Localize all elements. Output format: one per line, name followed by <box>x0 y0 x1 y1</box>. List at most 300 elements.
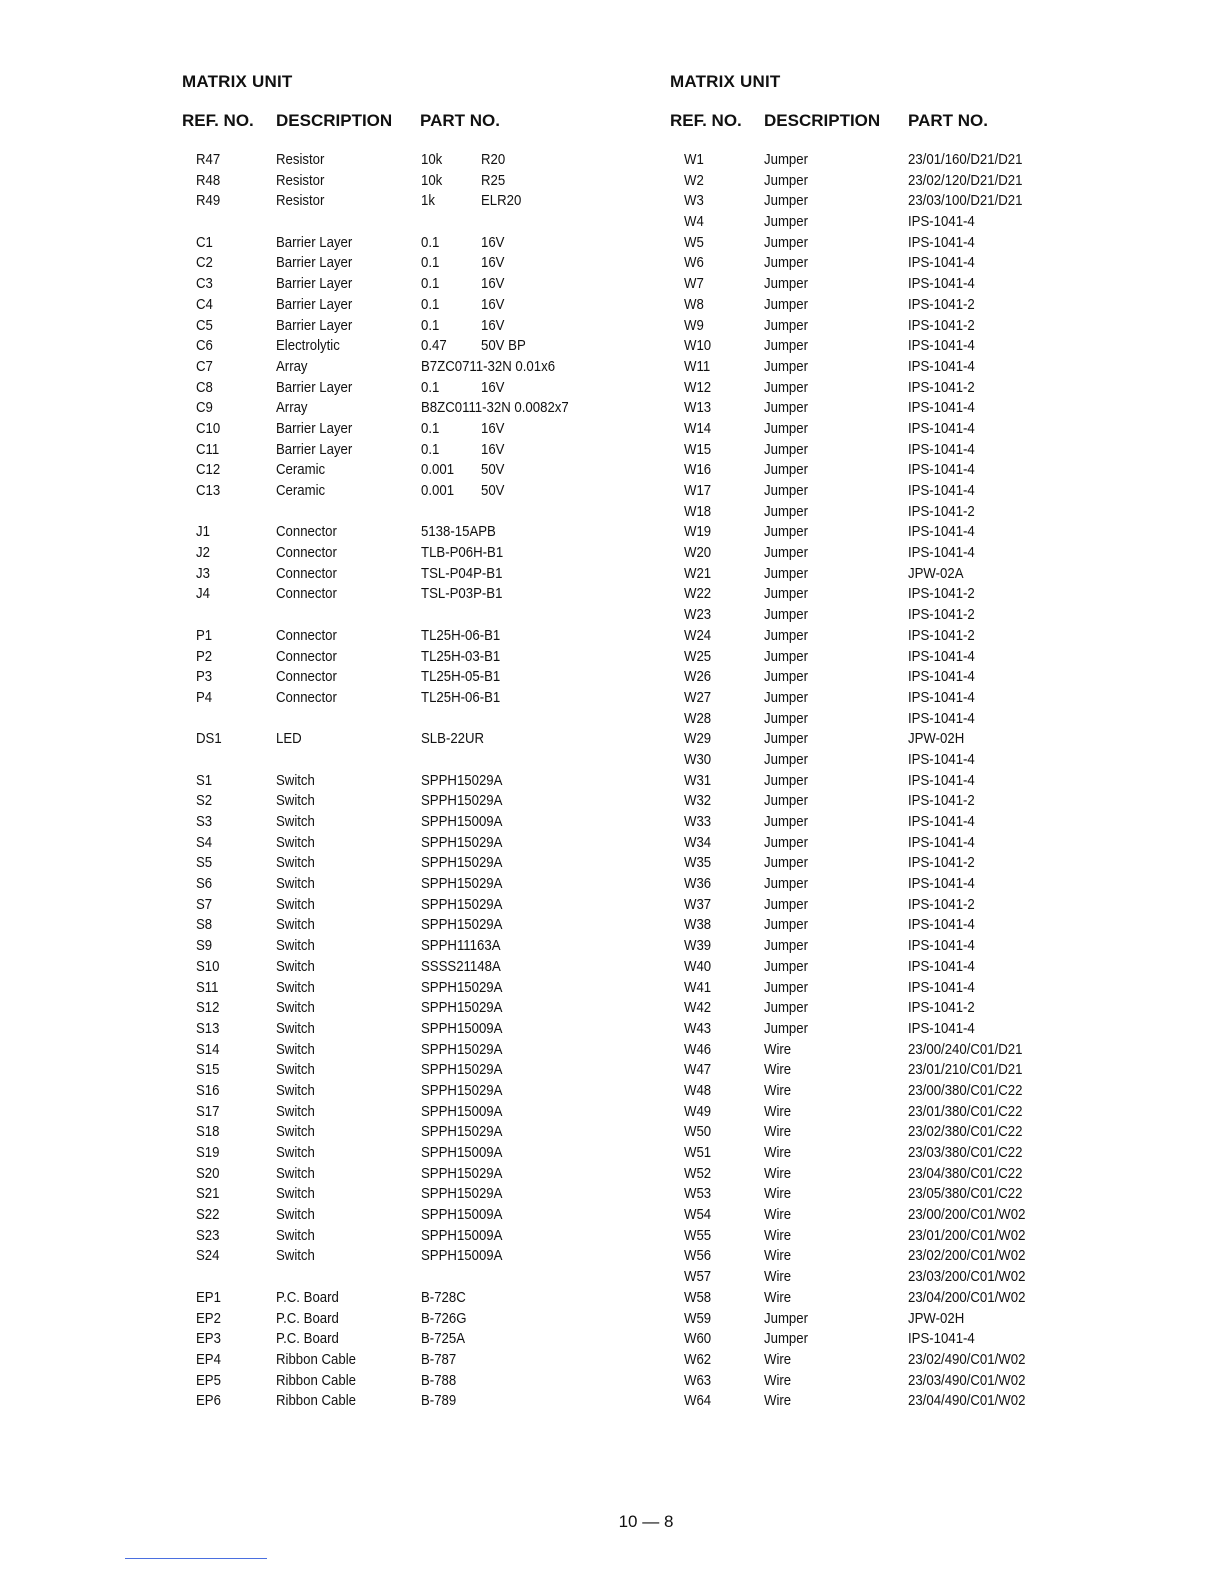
description: Wire <box>764 1144 792 1161</box>
table-row <box>182 1350 622 1371</box>
description: Connector <box>276 647 337 665</box>
right-unit-title: MATRIX UNIT <box>670 72 781 91</box>
ref-no: W50 <box>684 1123 712 1141</box>
part-no: IPS-1041-2 <box>908 585 975 603</box>
table-row <box>670 1309 1090 1330</box>
part-value: 0.001 <box>421 482 455 499</box>
ref-no: W63 <box>684 1371 712 1389</box>
table-row <box>670 978 1090 999</box>
table-row <box>670 1102 1090 1123</box>
description: Jumper <box>764 585 809 603</box>
description: Wire <box>764 1268 792 1286</box>
ref-no: S5 <box>196 854 213 872</box>
part-no: 23/00/380/C01/C22 <box>908 1081 1023 1099</box>
description: Switch <box>276 1081 315 1099</box>
part-value: SPPH15009A <box>421 1247 503 1265</box>
part-value: 0.1 <box>421 419 440 437</box>
part-value: SPPH15029A <box>421 1040 503 1058</box>
ref-no: R49 <box>196 192 221 210</box>
description: Jumper <box>764 978 809 996</box>
ref-no: J2 <box>196 544 210 562</box>
description: Jumper <box>764 833 809 851</box>
description: P.C. Board <box>276 1309 339 1327</box>
ref-no: S23 <box>196 1226 220 1244</box>
part-no: IPS-1041-2 <box>908 854 975 872</box>
description: Connector <box>276 668 337 686</box>
part-no: 23/03/380/C01/C22 <box>908 1144 1023 1161</box>
part-rating: 16V <box>481 275 505 293</box>
description: Jumper <box>764 771 809 789</box>
ref-no: J4 <box>196 585 210 603</box>
ref-no: C3 <box>196 275 213 293</box>
table-row <box>670 191 1090 212</box>
part-no: IPS-1041-4 <box>908 688 975 706</box>
table-row <box>182 1122 622 1143</box>
table-row <box>182 1060 622 1081</box>
table-row <box>670 274 1090 295</box>
table-row <box>182 419 622 440</box>
table-row <box>670 833 1090 854</box>
part-rating: 16V <box>481 440 505 458</box>
description: Jumper <box>764 564 809 582</box>
part-value: TL25H-06-B1 <box>421 688 501 706</box>
table-row <box>670 667 1090 688</box>
table-row <box>182 150 622 171</box>
description: Jumper <box>764 626 809 644</box>
part-value: SPPH15029A <box>421 792 503 810</box>
table-row <box>182 1164 622 1185</box>
ref-no: W41 <box>684 978 712 996</box>
description: Switch <box>276 813 315 830</box>
description: Barrier Layer <box>276 233 353 251</box>
part-value: SPPH15029A <box>421 895 503 913</box>
ref-no: W9 <box>684 316 704 334</box>
ref-no: W62 <box>684 1350 712 1368</box>
table-row <box>670 1267 1090 1288</box>
table-row <box>182 1309 622 1330</box>
ref-no: S3 <box>196 813 213 830</box>
description: Jumper <box>764 213 809 231</box>
part-no: IPS-1041-4 <box>908 275 975 293</box>
description: Jumper <box>764 668 809 686</box>
table-row <box>670 357 1090 378</box>
right-header-ref-no: REF. NO. <box>670 111 742 130</box>
part-no: 23/03/490/C01/W02 <box>908 1371 1026 1389</box>
table-row <box>670 936 1090 957</box>
part-rating: 16V <box>481 378 505 396</box>
description: Wire <box>764 1081 792 1099</box>
table-row <box>182 233 622 254</box>
table-row <box>670 1040 1090 1061</box>
part-value: B-788 <box>421 1371 457 1389</box>
part-value: TLB-P06H-B1 <box>421 544 504 562</box>
ref-no: W49 <box>684 1102 712 1120</box>
table-row <box>182 915 622 936</box>
ref-no: S14 <box>196 1040 220 1058</box>
part-value: SPPH15009A <box>421 1102 503 1120</box>
ref-no: C12 <box>196 461 221 479</box>
table-row <box>670 1371 1090 1392</box>
description: Jumper <box>764 606 809 624</box>
description: Jumper <box>764 316 809 334</box>
table-row <box>670 729 1090 750</box>
ref-no: J1 <box>196 523 210 541</box>
table-row <box>182 791 622 812</box>
description: Wire <box>764 1392 792 1410</box>
ref-no: S16 <box>196 1081 220 1099</box>
part-no: IPS-1041-4 <box>908 399 975 417</box>
ref-no: W59 <box>684 1309 712 1327</box>
table-row <box>670 957 1090 978</box>
description: Connector <box>276 585 337 603</box>
table-row <box>182 1184 622 1205</box>
part-value: 10k <box>421 151 443 168</box>
ref-no: W40 <box>684 957 712 975</box>
ref-no: C2 <box>196 254 213 272</box>
part-no: IPS-1041-4 <box>908 813 975 830</box>
description: Barrier Layer <box>276 295 353 313</box>
description: Switch <box>276 771 315 789</box>
ref-no: W12 <box>684 378 712 396</box>
description: Jumper <box>764 1309 809 1327</box>
table-row <box>670 150 1090 171</box>
part-value: B-787 <box>421 1350 457 1368</box>
description: Jumper <box>764 523 809 541</box>
description: Jumper <box>764 275 809 293</box>
description: Wire <box>764 1040 792 1058</box>
table-row <box>670 812 1090 833</box>
ref-no: W13 <box>684 399 712 417</box>
description: Ceramic <box>276 461 326 479</box>
description: Jumper <box>764 647 809 665</box>
left-unit-title: MATRIX UNIT <box>182 72 293 91</box>
ref-no: W19 <box>684 523 712 541</box>
ref-no: W34 <box>684 833 712 851</box>
part-no: 23/00/200/C01/W02 <box>908 1206 1026 1224</box>
description: Switch <box>276 978 315 996</box>
right-rows <box>670 150 1090 1412</box>
part-value: SPPH15029A <box>421 875 503 893</box>
ref-no: W58 <box>684 1288 712 1306</box>
table-row <box>670 750 1090 771</box>
ref-no: W15 <box>684 440 712 458</box>
table-row <box>670 791 1090 812</box>
description: Jumper <box>764 233 809 251</box>
description: LED <box>276 730 302 748</box>
part-no: 23/01/200/C01/W02 <box>908 1226 1026 1244</box>
ref-no: EP6 <box>196 1392 221 1410</box>
description: Jumper <box>764 357 809 375</box>
description: Jumper <box>764 482 809 499</box>
table-row <box>670 378 1090 399</box>
ref-no: W17 <box>684 482 712 499</box>
part-no: IPS-1041-2 <box>908 792 975 810</box>
ref-no: W28 <box>684 709 712 727</box>
ref-no: W64 <box>684 1392 712 1410</box>
description: Switch <box>276 937 315 955</box>
table-row <box>670 295 1090 316</box>
ref-no: W11 <box>684 357 711 375</box>
description: Switch <box>276 1247 315 1265</box>
table-row <box>670 1019 1090 1040</box>
ref-no: W2 <box>684 171 704 189</box>
ref-no: S7 <box>196 895 213 913</box>
part-no: IPS-1041-4 <box>908 647 975 665</box>
part-value: B-728C <box>421 1288 466 1306</box>
ref-no: S10 <box>196 957 220 975</box>
description: Barrier Layer <box>276 419 353 437</box>
ref-no: DS1 <box>196 730 222 748</box>
table-row <box>182 1081 622 1102</box>
ref-no: C8 <box>196 378 213 396</box>
ref-no: W16 <box>684 461 712 479</box>
part-no: 23/03/100/D21/D21 <box>908 192 1023 210</box>
ref-no: EP2 <box>196 1309 221 1327</box>
ref-no: W8 <box>684 295 704 313</box>
table-row <box>182 1205 622 1226</box>
left-header-ref-no: REF. NO. <box>182 111 254 130</box>
table-row <box>670 1288 1090 1309</box>
table-row <box>670 1164 1090 1185</box>
description: Switch <box>276 957 315 975</box>
part-no: IPS-1041-4 <box>908 668 975 686</box>
description: Wire <box>764 1102 792 1120</box>
description: Jumper <box>764 957 809 975</box>
description: Wire <box>764 1247 792 1265</box>
table-row <box>182 481 622 502</box>
ref-no: W4 <box>684 213 704 231</box>
ref-no: S13 <box>196 1019 220 1037</box>
description: Ribbon Cable <box>276 1392 356 1410</box>
table-row <box>670 626 1090 647</box>
table-row <box>670 1246 1090 1267</box>
table-row <box>670 688 1090 709</box>
part-value: TL25H-05-B1 <box>421 668 501 686</box>
ref-no: S20 <box>196 1164 220 1182</box>
table-row <box>670 1143 1090 1164</box>
part-no: 23/04/380/C01/C22 <box>908 1164 1023 1182</box>
table-row <box>670 605 1090 626</box>
right-header-description: DESCRIPTION <box>764 111 881 130</box>
part-value: 0.1 <box>421 233 440 251</box>
description: Ribbon Cable <box>276 1350 356 1368</box>
table-row <box>182 564 622 585</box>
part-value: TSL-P03P-B1 <box>421 585 503 603</box>
description: Jumper <box>764 937 809 955</box>
ref-no: EP1 <box>196 1288 221 1306</box>
description: Jumper <box>764 813 809 830</box>
ref-no: W36 <box>684 875 712 893</box>
part-no: IPS-1041-4 <box>908 916 975 934</box>
ref-no: W39 <box>684 937 712 955</box>
description: Barrier Layer <box>276 316 353 334</box>
part-value: B-726G <box>421 1309 467 1327</box>
part-value: SPPH15029A <box>421 854 503 872</box>
description: Jumper <box>764 999 809 1017</box>
table-row <box>182 1040 622 1061</box>
table-row <box>670 316 1090 337</box>
table-row <box>670 647 1090 668</box>
part-value: 0.1 <box>421 316 440 334</box>
ref-no: W1 <box>684 151 704 168</box>
ref-no: P4 <box>196 688 213 706</box>
part-value: SPPH15029A <box>421 1081 503 1099</box>
part-no: JPW-02H <box>908 730 965 748</box>
ref-no: W31 <box>684 771 712 789</box>
table-row <box>670 543 1090 564</box>
table-row <box>182 978 622 999</box>
part-value: SPPH15009A <box>421 813 503 830</box>
table-row <box>670 1060 1090 1081</box>
ref-no: W52 <box>684 1164 712 1182</box>
part-no: IPS-1041-2 <box>908 378 975 396</box>
description: Jumper <box>764 688 809 706</box>
table-row <box>670 481 1090 502</box>
ref-no: W24 <box>684 626 712 644</box>
table-row <box>182 833 622 854</box>
description: Switch <box>276 1102 315 1120</box>
table-row <box>182 357 622 378</box>
description: Jumper <box>764 151 809 168</box>
part-no: 23/04/490/C01/W02 <box>908 1392 1026 1410</box>
part-no: IPS-1041-4 <box>908 233 975 251</box>
part-no: IPS-1041-4 <box>908 875 975 893</box>
table-row <box>182 1391 622 1412</box>
table-row <box>670 502 1090 523</box>
table-row <box>182 936 622 957</box>
part-no: IPS-1041-4 <box>908 937 975 955</box>
part-no: IPS-1041-4 <box>908 771 975 789</box>
description: Switch <box>276 1061 315 1079</box>
ref-no: W60 <box>684 1330 712 1348</box>
table-row <box>182 626 622 647</box>
ref-no: W29 <box>684 730 712 748</box>
part-no: 23/04/200/C01/W02 <box>908 1288 1026 1306</box>
description: Jumper <box>764 875 809 893</box>
table-row <box>182 522 622 543</box>
table-row <box>670 522 1090 543</box>
part-value: 0.1 <box>421 440 440 458</box>
ref-no: C6 <box>196 337 213 355</box>
ref-no: S8 <box>196 916 213 934</box>
description: Connector <box>276 626 337 644</box>
part-rating: ELR20 <box>481 192 522 210</box>
part-no: 23/02/490/C01/W02 <box>908 1350 1026 1368</box>
part-value: SSSS21148A <box>421 957 501 975</box>
ref-no: R48 <box>196 171 221 189</box>
part-value: B-789 <box>421 1392 457 1410</box>
table-row <box>670 998 1090 1019</box>
part-value: SPPH15029A <box>421 978 503 996</box>
description: Jumper <box>764 1019 809 1037</box>
page-footer <box>0 1512 1224 1532</box>
table-row <box>182 957 622 978</box>
ref-no: W54 <box>684 1206 712 1224</box>
description: Jumper <box>764 254 809 272</box>
table-row <box>182 729 622 750</box>
ref-no: C10 <box>196 419 221 437</box>
ref-no: S22 <box>196 1206 220 1224</box>
description: Jumper <box>764 730 809 748</box>
part-value: TL25H-06-B1 <box>421 626 501 644</box>
table-row <box>182 584 622 605</box>
right-header-part-no: PART NO. <box>908 111 988 130</box>
ref-no: W53 <box>684 1185 712 1203</box>
part-value: 0.1 <box>421 378 440 396</box>
table-row <box>182 771 622 792</box>
description: Wire <box>764 1206 792 1224</box>
table-row <box>670 212 1090 233</box>
description: Resistor <box>276 151 325 168</box>
table-row <box>670 853 1090 874</box>
description: Wire <box>764 1061 792 1079</box>
ref-no: C7 <box>196 357 213 375</box>
table-row <box>670 1205 1090 1226</box>
description: Switch <box>276 833 315 851</box>
description: Jumper <box>764 192 809 210</box>
table-row <box>182 647 622 668</box>
description: Switch <box>276 1040 315 1058</box>
description: Jumper <box>764 544 809 562</box>
description: Switch <box>276 999 315 1017</box>
ref-no: W23 <box>684 606 712 624</box>
part-value: TL25H-03-B1 <box>421 647 501 665</box>
left-header-description: DESCRIPTION <box>276 111 393 130</box>
table-row <box>670 1184 1090 1205</box>
part-value: SPPH15029A <box>421 1164 503 1182</box>
part-no: IPS-1041-4 <box>908 957 975 975</box>
table-row <box>670 1391 1090 1412</box>
part-rating: R25 <box>481 171 506 189</box>
table-row <box>182 543 622 564</box>
ref-no: W21 <box>684 564 712 582</box>
ref-no: S6 <box>196 875 213 893</box>
ref-no: W32 <box>684 792 712 810</box>
left-rows <box>182 150 622 1412</box>
ref-no: S19 <box>196 1144 220 1161</box>
table-row <box>670 253 1090 274</box>
ref-no: R47 <box>196 151 221 168</box>
table-row <box>670 419 1090 440</box>
description: Ceramic <box>276 482 326 499</box>
part-value: B7ZC0711-32N 0.01x6 <box>421 357 556 375</box>
part-value: SPPH15009A <box>421 1206 503 1224</box>
part-no: 23/01/380/C01/C22 <box>908 1102 1023 1120</box>
ref-no: W14 <box>684 419 712 437</box>
ref-no: C4 <box>196 295 213 313</box>
part-no: IPS-1041-2 <box>908 502 975 520</box>
description: Jumper <box>764 337 809 355</box>
description: Wire <box>764 1226 792 1244</box>
ref-no: C5 <box>196 316 213 334</box>
description: Connector <box>276 523 337 541</box>
table-row <box>182 853 622 874</box>
table-row <box>182 1102 622 1123</box>
part-value: B8ZC0111-32N 0.0082x7 <box>421 399 569 417</box>
description: Barrier Layer <box>276 254 353 272</box>
table-row <box>670 1350 1090 1371</box>
table-row <box>182 295 622 316</box>
description: Wire <box>764 1123 792 1141</box>
description: Jumper <box>764 378 809 396</box>
description: Wire <box>764 1185 792 1203</box>
ref-no: W26 <box>684 668 712 686</box>
table-row <box>670 584 1090 605</box>
ref-no: W37 <box>684 895 712 913</box>
description: Switch <box>276 854 315 872</box>
description: Switch <box>276 1123 315 1141</box>
part-value: SPPH15009A <box>421 1144 503 1161</box>
